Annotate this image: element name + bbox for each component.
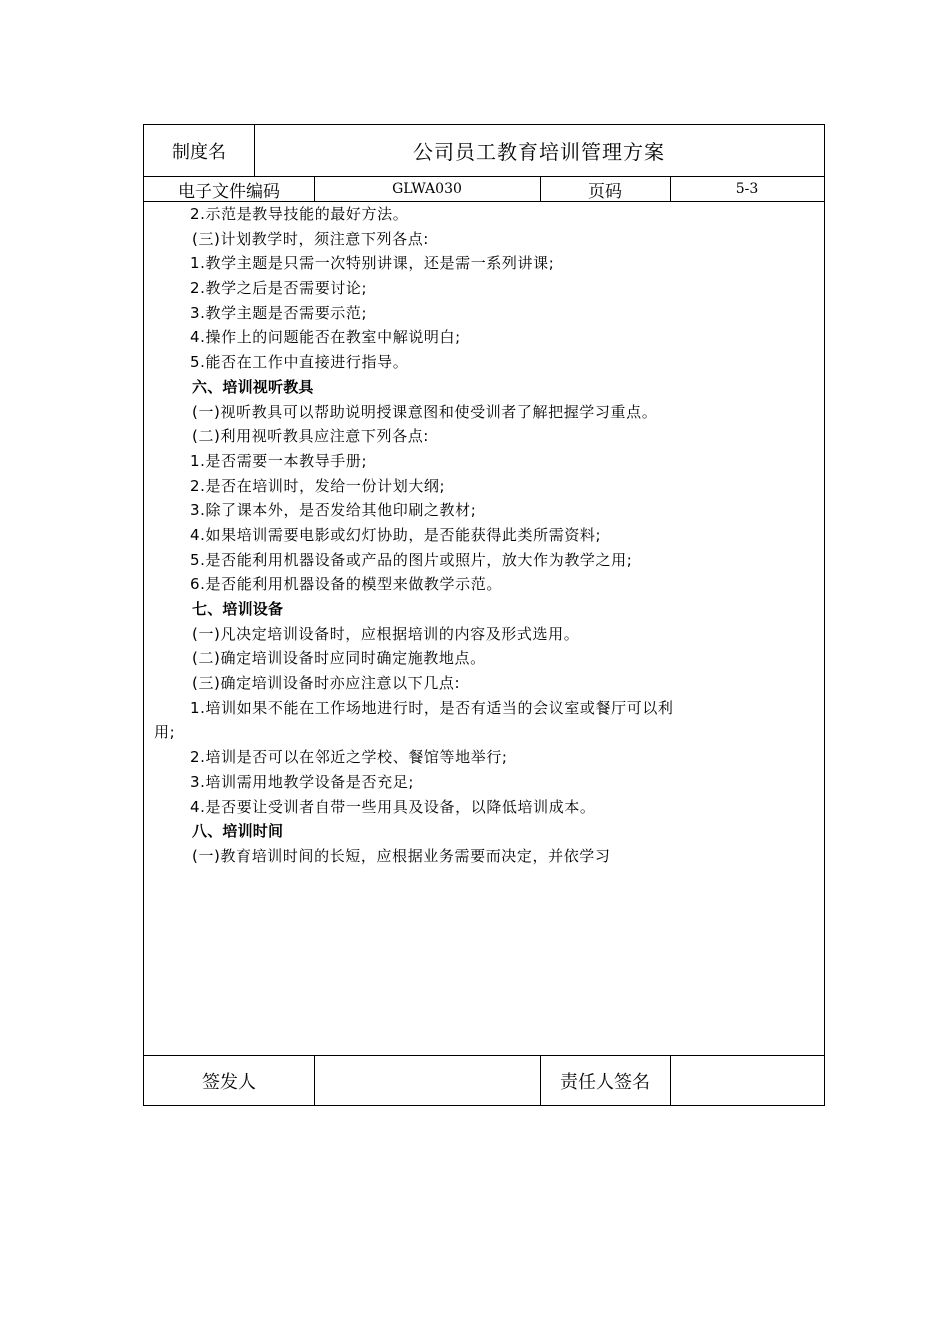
page-label-cell bbox=[540, 177, 670, 201]
body-line: (三)确定培训设备时亦应注意以下几点: bbox=[192, 674, 461, 693]
body-line: 3.除了课本外，是否发给其他印刷之教材; bbox=[190, 501, 477, 520]
responsible-label: 责任人签名 bbox=[560, 1071, 650, 1093]
responsible-value-cell[interactable] bbox=[670, 1056, 824, 1105]
divider bbox=[540, 176, 541, 201]
title-cell bbox=[254, 125, 824, 176]
body-line: 6.是否能利用机器设备的模型来做教学示范。 bbox=[190, 575, 502, 594]
code-label-cell bbox=[144, 177, 314, 201]
issuer-label: 签发人 bbox=[202, 1071, 256, 1093]
body-line: 用; bbox=[154, 723, 176, 742]
body-line: (一)凡决定培训设备时，应根据培训的内容及形式选用。 bbox=[192, 624, 580, 643]
body-line: (三)计划教学时，须注意下列各点: bbox=[192, 229, 429, 248]
document-table bbox=[143, 124, 825, 1106]
page-value: 5-3 bbox=[735, 181, 759, 197]
body-line: 4.操作上的问题能否在教室中解说明白; bbox=[190, 328, 461, 347]
body-line: (一)视听教具可以帮助说明授课意图和使受训者了解把握学习重点。 bbox=[192, 402, 658, 421]
body-line: 2.教学之后是否需要讨论; bbox=[190, 279, 368, 298]
issuer-label-cell bbox=[144, 1056, 314, 1105]
name-label-cell bbox=[144, 125, 254, 176]
section-heading: 六、培训视听教具 bbox=[192, 377, 314, 396]
divider bbox=[670, 176, 671, 201]
body-line: 1.是否需要一本教导手册; bbox=[190, 451, 368, 470]
body-line: 4.如果培训需要电影或幻灯协助，是否能获得此类所需资料; bbox=[190, 525, 602, 544]
code-label: 电子文件编码 bbox=[178, 181, 280, 202]
body-line: 2.培训是否可以在邻近之学校、餐馆等地举行; bbox=[190, 748, 508, 767]
page-value-cell bbox=[670, 177, 824, 201]
body-line: 2.是否在培训时，发给一份计划大纲; bbox=[190, 476, 446, 495]
code-value: GLWA030 bbox=[392, 181, 462, 197]
divider bbox=[254, 125, 255, 176]
section-heading: 七、培训设备 bbox=[192, 600, 284, 618]
body-line: 1.教学主题是只需一次特别讲课，还是需一系列讲课; bbox=[190, 254, 555, 273]
body-line: (一)教育培训时间的长短，应根据业务需要而决定，并依学习 bbox=[192, 846, 611, 865]
code-value-cell bbox=[314, 177, 540, 201]
responsible-label-cell bbox=[540, 1056, 670, 1105]
body-line: 1.培训如果不能在工作场地进行时，是否有适当的会议室或餐厅可以利 bbox=[190, 698, 674, 717]
body-line: 5.是否能利用机器设备或产品的图片或照片，放大作为教学之用; bbox=[190, 550, 633, 569]
body-line: 3.教学主题是否需要示范; bbox=[190, 303, 368, 322]
body-line: 3.培训需用地教学设备是否充足; bbox=[190, 772, 414, 791]
body-line: 2.示范是教导技能的最好方法。 bbox=[190, 205, 409, 223]
name-label: 制度名 bbox=[172, 141, 226, 163]
divider bbox=[314, 176, 315, 201]
page-label: 页码 bbox=[588, 181, 622, 202]
issuer-value-cell[interactable] bbox=[314, 1056, 540, 1105]
section-heading: 八、培训时间 bbox=[192, 822, 284, 841]
document-body bbox=[144, 202, 824, 1055]
document-title: 公司员工教育培训管理方案 bbox=[413, 140, 665, 164]
body-line: 4.是否要让受训者自带一些用具及设备，以降低培训成本。 bbox=[190, 797, 596, 816]
body-line: 5.能否在工作中直接进行指导。 bbox=[190, 353, 409, 372]
body-line: (二)确定培训设备时应同时确定施教地点。 bbox=[192, 649, 486, 668]
body-line: (二)利用视听教具应注意下列各点: bbox=[192, 427, 429, 446]
